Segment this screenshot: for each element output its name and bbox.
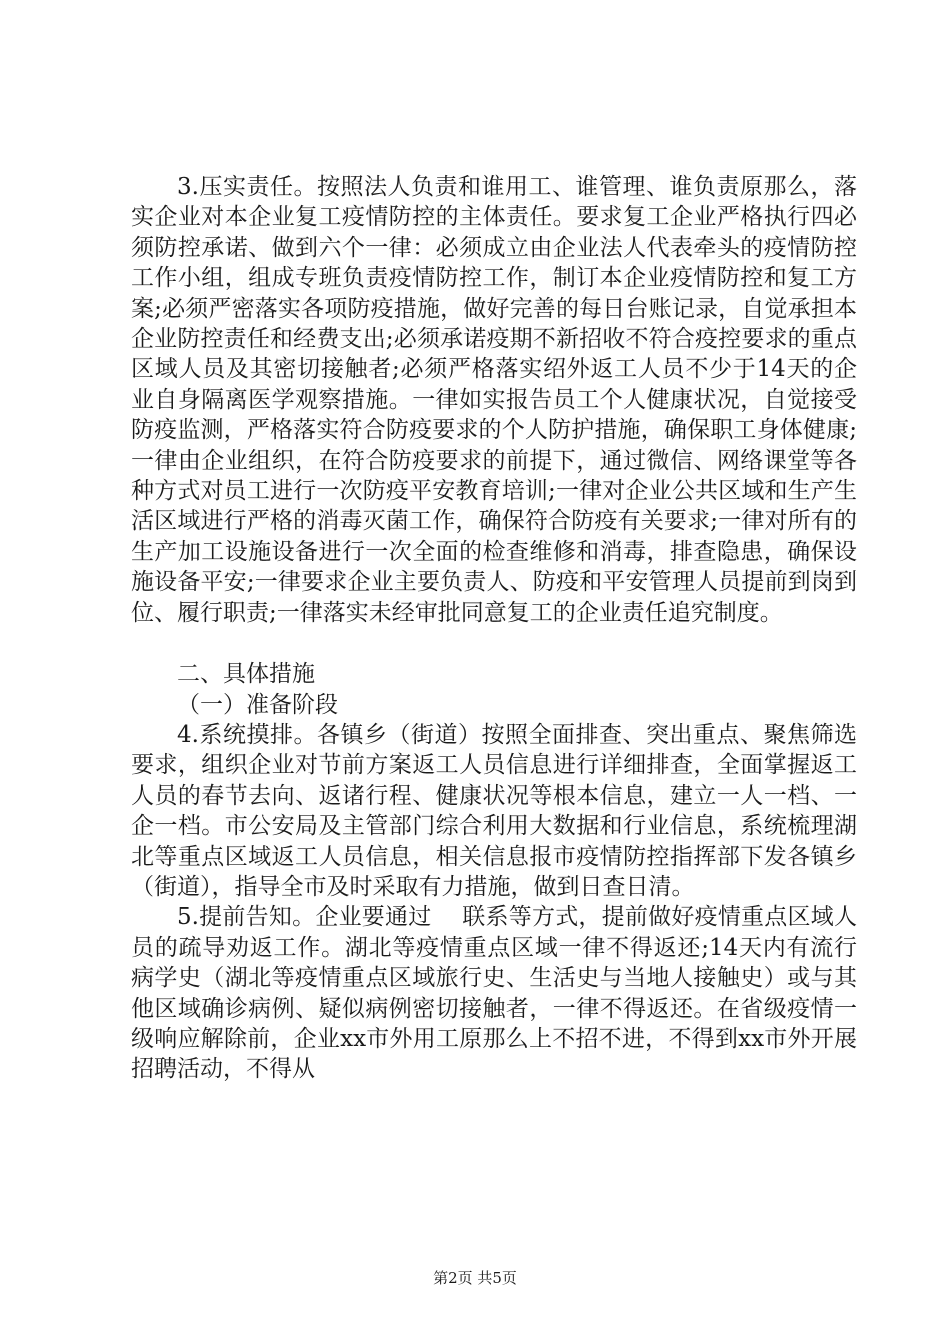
document-body (131, 172, 857, 1085)
page-footer: 第2页 共5页 (433, 1269, 517, 1287)
section-heading: 二、具体措施 (177, 661, 315, 688)
paragraph-responsibility: 3.压实责任。按照法人负责和谁用工、谁管理、谁负责原那么，落实企业对本企业复工疫情防控的主体责任。要求复工企业严格执行四必须防控承诺、做到六个一律：必须成立由企业法人代表牵头的疫情防控工作小组，组成专班负责疫情防控工作，制订本企业疫情防控和复工方案;必须严密落实各项防疫措施，做好完善的每日台账记录，自觉承担本企业防控责任和经费支出;必须承诺疫期不新招收不符合疫控要求的重点区域人员及其密切接触者;必须严格落实绍外返工人员不少于14天的企业自身隔离医学观察措施。一律如实报告员工个人健康状况，自觉接受防疫监测，严格落实符合防疫要求的个人防护措施，确保职工身体健康;一律由企业组织，在符合防疫要求的前提下，通过微信、网络课堂等各种方式对员工进行一次防疫平安教育培训;一律对企业公共区域和生产生活区域进行严格的消毒灭菌工作，确保符合防疫有关要求;一律对所有的生产加工设施设备进行一次全面的检查维修和消毒，排查隐患，确保设施设备平安;一律要求企业主要负责人、防疫和平安管理人员提前到岗到位、履行职责;一律落实未经审批同意复工的企业责任追究制度。 (131, 174, 857, 626)
paragraph-system-survey: 4.系统摸排。各镇乡（街道）按照全面排查、突出重点、聚焦筛选要求，组织企业对节前方案返工人员信息进行详细排查，全面掌握返工人员的春节去向、返诸行程、健康状况等根本信息，建立一人一档、一企一档。市公安局及主管部门综合利用大数据和行业信息，系统梳理湖北等重点区域返工人员信息，相关信息报市疫情防控指挥部下发各镇乡（街道），指导全市及时采取有力措施，做到日查日清。 (131, 721, 857, 900)
subsection-heading: （一）准备阶段 (177, 691, 338, 718)
paragraph-advance-notice: 5.提前告知。企业要通过 联系等方式，提前做好疫情重点区域人员的疏导劝返工作。湖北等疫情重点区域一律不得返还;14天内有流行病学史（湖北等疫情重点区域旅行史、生活史与当地人接触史）或与其他区域确诊病例、疑似病例密切接触者，一律不得返还。在省级疫情一级响应解除前，企业xx市外用工原那么上不招不进，不得到xx市外开展招聘活动，不得从 (131, 904, 857, 1083)
